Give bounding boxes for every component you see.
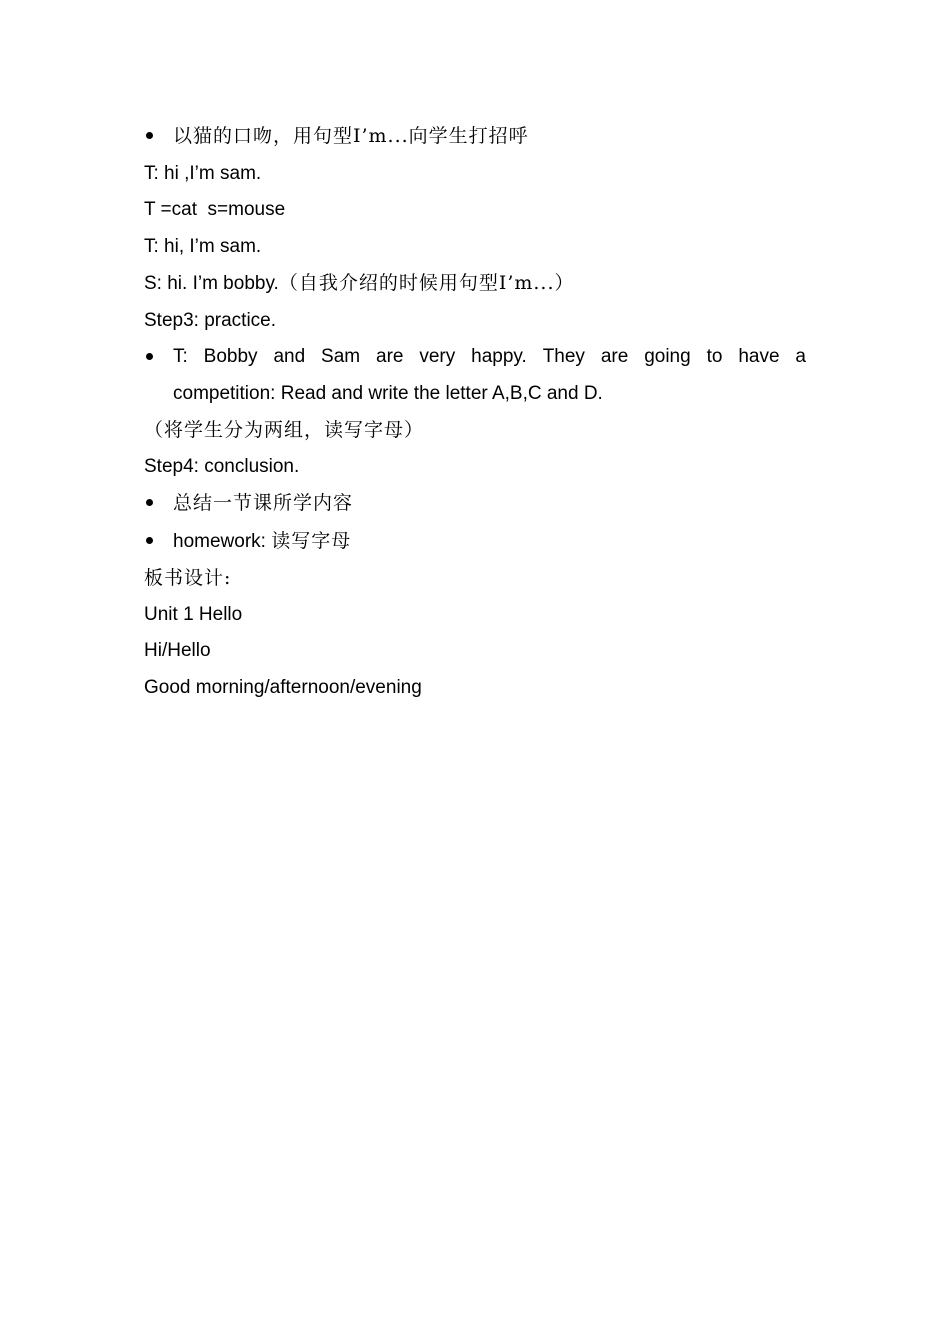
practice-word: are: [376, 346, 404, 367]
grouping-note: （将学生分为两组，读写字母）: [144, 419, 425, 441]
bullet-icon: [146, 537, 153, 544]
bullet-item-homework: [144, 523, 806, 561]
step3-heading: Step3: practice.: [144, 309, 277, 331]
board-greeting-line-2: Good morning/afternoon/evening: [144, 676, 422, 698]
practice-word: are: [600, 346, 629, 367]
board-greeting-line-1: Hi/Hello: [144, 640, 211, 661]
practice-text-line-1: [173, 339, 806, 376]
board-unit-title: Unit 1 Hello: [144, 603, 243, 625]
practice-text-line-2: competition: Read and write the letter A,B,C and D.: [173, 382, 603, 404]
teacher-line-2: T: hi, I’m sam.: [144, 235, 262, 257]
role-legend: [144, 192, 806, 229]
teacher-line-1: T: hi ,I’m sam.: [144, 162, 262, 184]
student-line: [144, 265, 806, 303]
practice-word: Bobby: [203, 346, 258, 367]
bullet-item-summary: [144, 485, 806, 523]
homework-text: 读写字母: [271, 529, 352, 552]
bullet-icon: [146, 132, 153, 139]
summary-text: 总结一节课所学内容: [173, 492, 354, 514]
practice-word: happy.: [471, 346, 527, 367]
step4-heading: Step4: conclusion.: [144, 455, 300, 477]
practice-word: a: [795, 346, 806, 367]
role-legend-text: T =cat s=mouse: [144, 199, 286, 220]
document-body: [144, 118, 806, 706]
student-line-text: S: hi. I’m bobby.: [144, 273, 279, 294]
practice-word: T:: [173, 346, 188, 367]
greeting-instruction-text: 以猫的口吻，用句型I’m...向学生打招呼: [173, 125, 529, 147]
student-line-note: （自我介绍的时候用句型I’m...）: [278, 272, 575, 294]
bullet-item-practice: [144, 339, 806, 412]
homework-label: homework:: [173, 530, 272, 552]
bullet-item-greeting-instruction: [144, 118, 806, 156]
bullet-icon: [146, 499, 153, 506]
practice-word: going: [644, 346, 691, 367]
practice-word: and: [273, 346, 306, 367]
board-design-heading: 板书设计:: [144, 567, 232, 589]
practice-word: to: [706, 346, 723, 367]
practice-word: very: [419, 346, 456, 367]
bullet-icon: [146, 353, 153, 360]
practice-word: have: [738, 346, 780, 367]
practice-word: They: [542, 346, 585, 367]
practice-word: Sam: [321, 346, 361, 367]
